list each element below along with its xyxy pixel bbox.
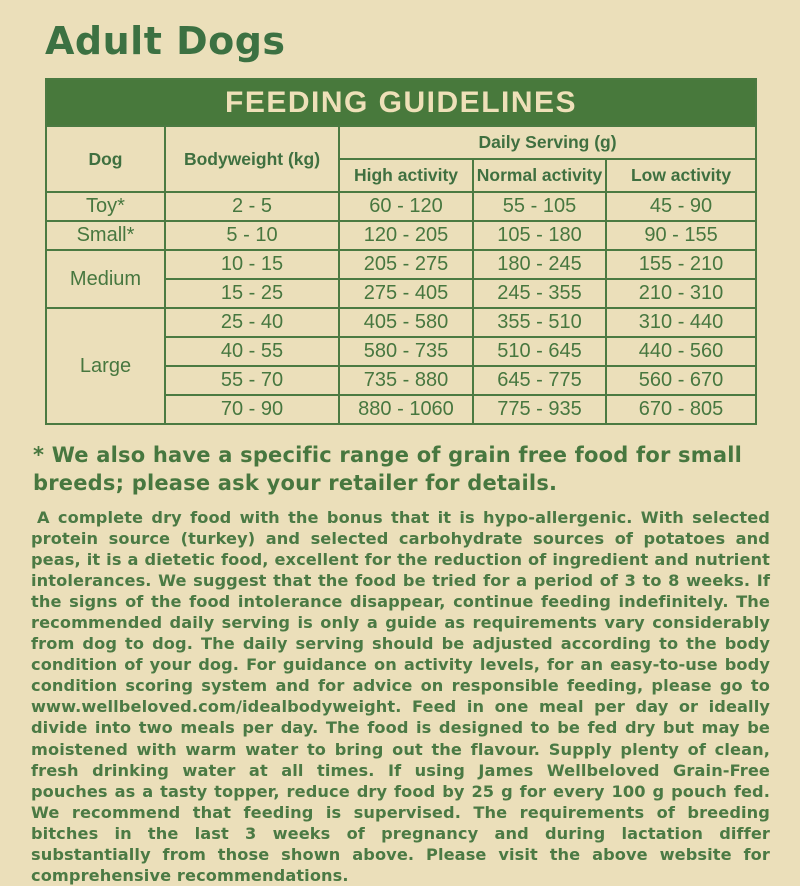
serving-cell: 405 - 580	[339, 308, 473, 337]
serving-cell: 210 - 310	[606, 279, 756, 308]
banner-row	[46, 79, 756, 126]
table-body	[46, 192, 756, 424]
serving-cell: 180 - 245	[473, 250, 606, 279]
serving-cell: 560 - 670	[606, 366, 756, 395]
serving-cell: 580 - 735	[339, 337, 473, 366]
page-title: Adult Dogs	[45, 19, 286, 63]
bodyweight-cell: 70 - 90	[165, 395, 339, 424]
dog-size-cell: Large	[46, 308, 165, 424]
bodyweight-cell: 2 - 5	[165, 192, 339, 221]
col-header-dog: Dog	[46, 126, 165, 192]
serving-cell: 645 - 775	[473, 366, 606, 395]
serving-cell: 245 - 355	[473, 279, 606, 308]
dog-size-cell: Small*	[46, 221, 165, 250]
serving-cell: 510 - 645	[473, 337, 606, 366]
bodyweight-cell: 15 - 25	[165, 279, 339, 308]
serving-cell: 105 - 180	[473, 221, 606, 250]
serving-cell: 205 - 275	[339, 250, 473, 279]
serving-cell: 355 - 510	[473, 308, 606, 337]
serving-cell: 155 - 210	[606, 250, 756, 279]
serving-cell: 45 - 90	[606, 192, 756, 221]
dog-size-cell: Medium	[46, 250, 165, 308]
table-row	[46, 308, 756, 337]
serving-cell: 60 - 120	[339, 192, 473, 221]
col-header-low-activity: Low activity	[606, 159, 756, 192]
bodyweight-cell: 10 - 15	[165, 250, 339, 279]
bodyweight-cell: 55 - 70	[165, 366, 339, 395]
bodyweight-cell: 5 - 10	[165, 221, 339, 250]
serving-cell: 120 - 205	[339, 221, 473, 250]
dog-size-cell: Toy*	[46, 192, 165, 221]
serving-cell: 440 - 560	[606, 337, 756, 366]
bodyweight-cell: 25 - 40	[165, 308, 339, 337]
serving-cell: 775 - 935	[473, 395, 606, 424]
serving-cell: 55 - 105	[473, 192, 606, 221]
feeding-guidelines-table	[45, 78, 757, 425]
serving-cell: 90 - 155	[606, 221, 756, 250]
table-row	[46, 221, 756, 250]
header-row-top	[46, 126, 756, 159]
serving-cell: 670 - 805	[606, 395, 756, 424]
serving-cell: 310 - 440	[606, 308, 756, 337]
serving-cell: 735 - 880	[339, 366, 473, 395]
serving-cell: 880 - 1060	[339, 395, 473, 424]
col-header-bodyweight: Bodyweight (kg)	[165, 126, 339, 192]
table-row	[46, 192, 756, 221]
feeding-description-paragraph: A complete dry food with the bonus that it is hypo-allergenic. With selected protein source (turkey) and selected carbohydrate sources of potatoes and peas, it is a dietetic food, excellent for the reduction of ingredient and nutrient intolerances. We suggest that the food be tried for a period of 3 to 8 weeks. If the signs of the food intolerance disappear, continue feeding indefinitely. The recommended daily serving is only a guide as requirements vary considerably from dog to dog. The daily serving should be adjusted according to the body condition of your dog. For guidance on activity levels, for an easy-to-use body condition scoring system and for advice on responsible feeding, please go to www.wellbeloved.com/idealbodyweight. Feed in one meal per day or ideally divide into two meals per day. The food is designed to be fed dry but may be moistened with warm water to bring out the flavour. Supply plenty of clean, fresh drinking water at all times. If using James Wellbeloved Grain-Free pouches as a tasty topper, reduce dry food by 25 g for every 100 g pouch fed. We recommend that feeding is supervised. The requirements of breeding bitches in the last 3 weeks of pregnancy and during lactation differ substantially from those shown above. Please visit the above website for comprehensive recommendations.	[31, 507, 770, 885]
col-header-normal-activity: Normal activity	[473, 159, 606, 192]
table-row	[46, 250, 756, 279]
col-header-high-activity: High activity	[339, 159, 473, 192]
table-banner-title: FEEDING GUIDELINES	[46, 79, 756, 126]
serving-cell: 275 - 405	[339, 279, 473, 308]
col-header-daily-serving: Daily Serving (g)	[339, 126, 756, 159]
bodyweight-cell: 40 - 55	[165, 337, 339, 366]
grain-free-footnote: * We also have a specific range of grain free food for small breeds; please ask your retailer for details.	[33, 443, 742, 495]
